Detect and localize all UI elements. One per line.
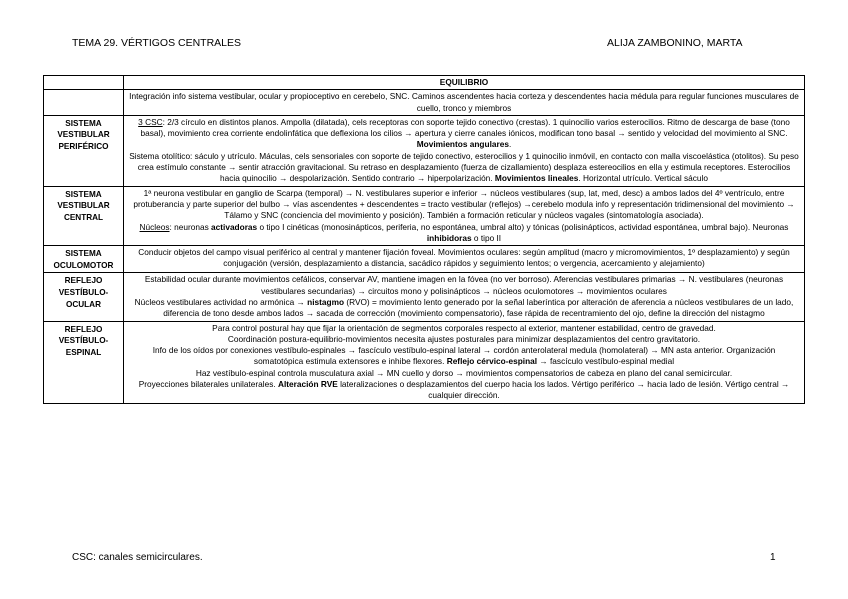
row-label: SISTEMA VESTIBULAR CENTRAL (44, 186, 124, 245)
row-content (124, 115, 805, 186)
bold-text: inhibidoras (426, 232, 472, 243)
nucleos-label: Núcleos (139, 221, 170, 232)
bold-text: Movimientos lineales (494, 173, 579, 184)
text-span: Proyecciones bilaterales unilaterales. (138, 379, 278, 390)
text-span: Núcleos vestibulares actividad no armónica → (134, 296, 308, 307)
table-heading: EQUILIBRIO (124, 76, 805, 90)
empty-cell (44, 76, 124, 90)
intro-text: Integración info sistema vestibular, ocular y propioceptivo en cerebelo, SNC. Caminos ascendentes hacia corteza y descendentes hacia médula para regular funciones musculares de cuello, tronco y miembros (124, 90, 805, 116)
empty-cell (44, 90, 124, 116)
row-reflejo-vestibulo-espinal (44, 321, 805, 403)
text-span: . Horizontal utrículo. Vertical sáculo (578, 173, 708, 184)
text-span: : neuronas (169, 221, 212, 232)
intro-row (44, 90, 805, 116)
row-content (124, 321, 805, 403)
row-label: SISTEMA OCULOMOTOR (44, 246, 124, 273)
page-number: 1 (770, 552, 776, 563)
text-span: o tipo II (471, 232, 502, 243)
text-span: : 2/3 círculo en distintos planos. Ampolla (dilatada), cels receptoras con soporte tejido conectivo (crestas). 1 quinocilio varios esterocilios. Ritmo de descarga de base (tono basal), movimiento crea corriente endolinfática que deflexiona los cilios → apertura y cierre canales iónicos, modifican tono basal → sentido y velocidad del movimiento al SNC. (140, 116, 790, 139)
row-sistema-vestibular-periferico (44, 115, 805, 186)
bold-text: nistagmo (307, 296, 345, 307)
author-name: ALIJA ZAMBONINO, MARTA (607, 37, 743, 49)
text-span: . (508, 139, 512, 150)
text-span: → fascículo vestíbulo-espinal medial (537, 356, 675, 367)
text-span: Sistema otolítico: sáculo y utrículo. Máculas, cels sensoriales con soporte de tejido conectivo, esterocilios y 1 quinocilio inmóvil, en contacto con malla viscoelástica (otolitos). Su peso crea estímulo constante → sentir atracción gravitacional. Su retraso en desplazamiento (fuerza de cizallamiento) desplaza estereocilios en ella y estimula receptores. Esterocilios hacia quinocilio → despolarización. Sentido contrario → hiperpolarización. (129, 150, 799, 184)
table-header-row (44, 76, 805, 90)
text-span: o tipo I cinéticas (monosinápticos, periferia, no espontánea, umbral alto) y tónicas (polisinápticos, actividad espontánea, umbral bajo). Neuronas (257, 221, 789, 232)
row-sistema-vestibular-central (44, 186, 805, 245)
paragraph: Para control postural hay que fijar la orientación de segmentos corporales respecto al exterior, mantener estabilidad, centro de gravedad. (212, 322, 716, 333)
row-reflejo-vestibulo-ocular (44, 273, 805, 321)
text-span: Info de los oídos por conexiones vestíbulo-espinales → fascículo vestíbulo-espinal lateral → cordón anterolateral medula (homolateral) → MN asta anterior. Organización somatotópica estimula extensores e inhibe flexores. (152, 345, 776, 367)
text-span: lateralizaciones o desplazamientos del cuerpo hacia los lados. Vértigo periférico → hacia lado de lesión. Vértigo central → cualquier dirección. (337, 379, 790, 401)
bold-text: Movimientos angulares (416, 139, 509, 150)
equilibrio-table (43, 75, 805, 404)
row-content (124, 186, 805, 245)
row-sistema-oculomotor (44, 246, 805, 273)
row-label: REFLEJO VESTÍBULO-ESPINAL (44, 321, 124, 403)
csc-abbr: 3 CSC (138, 116, 163, 127)
row-label: REFLEJO VESTÍBULO-OCULAR (44, 273, 124, 321)
bold-text: activadoras (211, 221, 258, 232)
paragraph: Estabilidad ocular durante movimientos cefálicos, conservar AV, mantiene imagen en la fóvea (no ver borroso). Aferencias vestibulares primarias → N. vestibulares (neuronas vestibulares secundarias) → circuitos mono y polisinápticos → núcleos oculomotores → movimientos oculares (144, 274, 784, 296)
paragraph: 1ª neurona vestibular en ganglio de Scarpa (temporal) → N. vestibulares superior e inferior → núcleos vestibulares (sup, lat, med, desc) a ambos lados del 4º ventrículo, entre protuberancia y parte superior del bulbo → vías ascendentes + descendentes = tracto vestibular (reflejos) →cerebelo modula info y representación tridimensional del movimiento → Tálamo y SNC (conciencia del movimiento y posición). También a formación reticular y núcleos vagales (sintomatología asociada). (133, 187, 795, 221)
text-span: (RVO) = movimiento lento generado por la señal laberíntica por alteración de aferencia a núcleos vestibulares de un lado, diferencia de tono desde ambos lados → sacada de corrección (movimiento compensatorio), fase rápida de recentramiento del ojo, define la dirección del nistagmo (163, 296, 794, 319)
row-content (124, 273, 805, 321)
paragraph: Haz vestíbulo-espinal controla musculatura axial → MN cuello y dorso → movimientos compensatorios de cabeza en plano del canal semicircular. (195, 367, 733, 378)
row-content: Conducir objetos del campo visual periférico al central y mantener fijación foveal. Movimientos oculares: según amplitud (macro y micromovimientos, 1º desplazamiento) y según conjugación (versión, desplazamiento a distancia, sacádico rápidos y seguimiento lentos; o vergencia, acercamiento y alejamiento) (124, 246, 805, 273)
bold-text: Reflejo cérvico-espinal (446, 356, 538, 367)
document-title: TEMA 29. VÉRTIGOS CENTRALES (72, 37, 242, 49)
footnote: CSC: canales semicirculares. (72, 552, 203, 563)
bold-text: Alteración RVE (277, 379, 338, 390)
row-label: SISTEMA VESTIBULAR PERIFÉRICO (44, 115, 124, 186)
paragraph: Coordinación postura-equilibrio-movimientos necesita ajustes posturales para minimizar desplazamientos del centro gravitatorio. (227, 333, 701, 344)
